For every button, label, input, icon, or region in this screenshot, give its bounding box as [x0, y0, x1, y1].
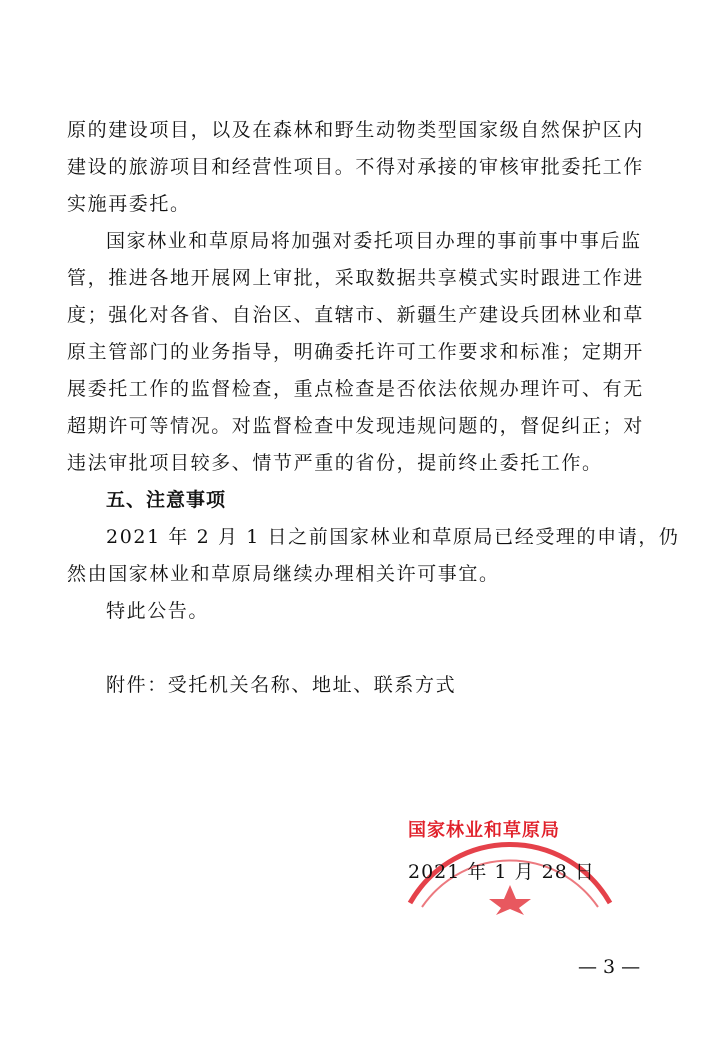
notice-line-1: 2021 年 2 月 1 日之前国家林业和草原局已经受理的申请，仍: [106, 526, 680, 548]
body-line-4: 国家林业和草原局将加强对委托项目办理的事前事中事后监: [106, 230, 642, 252]
signature-date: 2021 年 1 月 28 日: [408, 861, 595, 883]
body-line-5: 管，推进各地开展网上审批，采取数据共享模式实时跟进工作进: [67, 267, 644, 289]
body-line-7: 原主管部门的业务指导，明确委托许可工作要求和标准；定期开: [67, 341, 644, 363]
body-line-3: 实施再委托。: [67, 193, 191, 215]
body-line-6: 度；强化对各省、自治区、直辖市、新疆生产建设兵团林业和草: [67, 304, 644, 326]
body-line-2: 建设的旅游项目和经营性项目。不得对承接的审核审批委托工作: [67, 156, 644, 178]
closing-text: 特此公告。: [106, 600, 210, 622]
official-seal: [400, 785, 620, 915]
seal-organization: 国家林业和草原局: [408, 820, 560, 841]
body-line-9: 超期许可等情况。对监督检查中发现违规问题的，督促纠正；对: [67, 415, 644, 437]
section-heading: 五、注意事项: [106, 489, 227, 511]
attachment-line: 附件：受托机关名称、地址、联系方式: [106, 674, 457, 696]
body-line-10: 违法审批项目较多、情节严重的省份，提前终止委托工作。: [67, 452, 603, 474]
body-line-8: 展委托工作的监督检查，重点检查是否依法依规办理许可、有无: [67, 378, 644, 400]
notice-line-2: 然由国家林业和草原局继续办理相关许可事宜。: [67, 563, 500, 585]
page-number: — 3 —: [578, 956, 641, 978]
body-line-1: 原的建设项目，以及在森林和野生动物类型国家级自然保护区内: [67, 119, 644, 141]
